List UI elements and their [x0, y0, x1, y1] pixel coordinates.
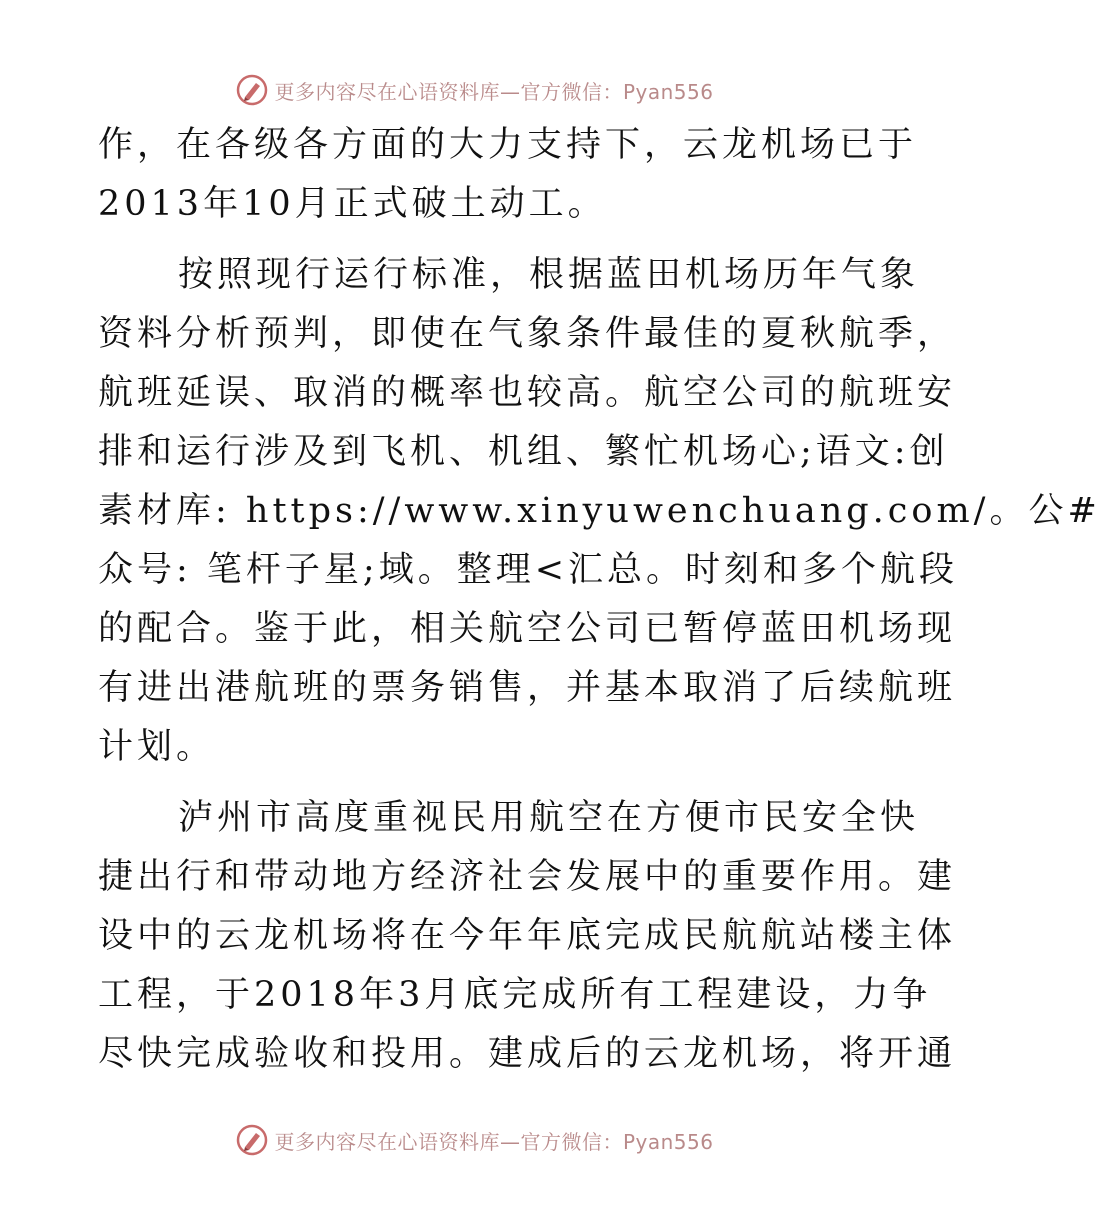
text-line: 设中的云龙机场将在今年年底完成民航航站楼主体	[98, 916, 957, 956]
paragraph-2	[98, 246, 1101, 777]
text-line: 资料分析预判，即使在气象条件最佳的夏秋航季，	[98, 314, 957, 354]
pen-logo-icon	[236, 74, 268, 106]
text-line: 有进出港航班的票务销售，并基本取消了后续航班	[98, 668, 957, 708]
text-line: 2013年10月正式破土动工。	[98, 184, 607, 224]
text-line: 按照现行运行标准，根据蓝田机场历年气象	[178, 255, 920, 295]
pen-logo-icon	[236, 1124, 268, 1156]
watermark-footer-text: 更多内容尽在心语资料库—官方微信：Pyan556	[274, 1129, 714, 1154]
text-line: 工程，于2018年3月底完成所有工程建设，力争	[98, 975, 932, 1015]
text-line: 计划。	[98, 727, 216, 767]
text-line: 捷出行和带动地方经济社会发展中的重要作用。建	[98, 857, 957, 897]
text-line: 排和运行涉及到飞机、机组、繁忙机场心;语文:创	[98, 432, 949, 472]
watermark-footer-inner	[236, 1124, 713, 1156]
text-line: 作，在各级各方面的大力支持下，云龙机场已于	[98, 125, 918, 165]
document-body	[98, 116, 1101, 1084]
watermark-footer	[0, 1120, 950, 1160]
watermark-header	[0, 70, 950, 110]
watermark-header-text: 更多内容尽在心语资料库—官方微信：Pyan556	[274, 79, 714, 104]
text-line: 航班延误、取消的概率也较高。航空公司的航班安	[98, 373, 957, 413]
text-line: 众号: 笔杆子星;域。整理<汇总。时刻和多个航段	[98, 550, 959, 590]
paragraph-1	[98, 116, 918, 234]
text-line: 泸州市高度重视民用航空在方便市民安全快	[178, 798, 920, 838]
text-line: 素材库: https://www.xinyuwenchuang.com/。公#	[98, 491, 1101, 531]
text-line: 尽快完成验收和投用。建成后的云龙机场，将开通	[98, 1034, 957, 1074]
watermark-header-inner	[236, 74, 713, 106]
text-line: 的配合。鉴于此，相关航空公司已暂停蓝田机场现	[98, 609, 957, 649]
paragraph-3	[98, 789, 957, 1084]
